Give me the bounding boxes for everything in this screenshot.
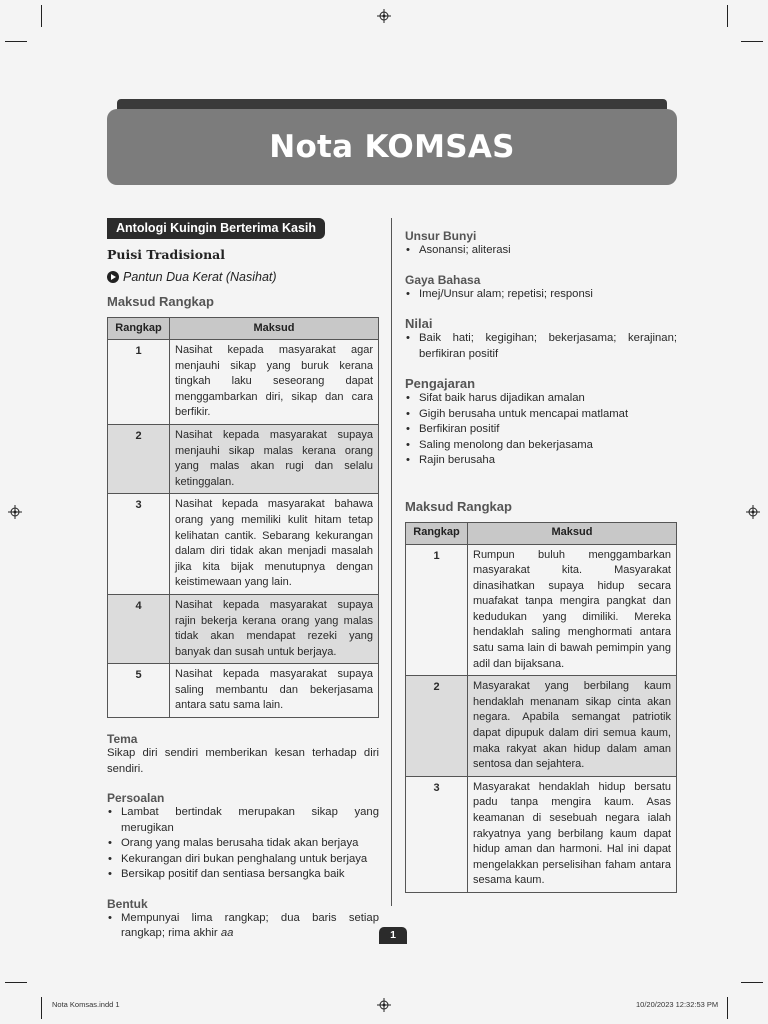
table-header-rangkap: Rangkap bbox=[108, 318, 170, 340]
right-column bbox=[405, 229, 677, 893]
table-row bbox=[406, 776, 677, 892]
rangkap-number: 1 bbox=[406, 544, 468, 676]
list-item: • Sifat baik harus dijadikan amalan bbox=[405, 391, 677, 407]
table-header-row bbox=[108, 318, 379, 340]
poem-title bbox=[107, 270, 379, 284]
gaya-bahasa-title: Gaya Bahasa bbox=[405, 272, 481, 287]
table-header-maksud: Maksud bbox=[170, 318, 379, 340]
column-divider bbox=[391, 218, 392, 906]
slug-filename: Nota Komsas.indd 1 bbox=[52, 1000, 120, 1009]
nilai-section bbox=[405, 316, 677, 362]
poem-title-text: Pantun Dua Kerat (Nasihat) bbox=[123, 270, 277, 284]
crop-mark bbox=[727, 997, 728, 1019]
list-item: • Orang yang malas berusaha tidak akan berjaya bbox=[107, 836, 379, 852]
crop-mark bbox=[741, 41, 763, 42]
registration-mark-icon bbox=[377, 9, 391, 23]
persoalan-section bbox=[107, 791, 379, 883]
list-item: • Kekurangan diri bukan penghalang untuk berjaya bbox=[107, 852, 379, 868]
table-row bbox=[108, 424, 379, 493]
maksud-rangkap-title: Maksud Rangkap bbox=[107, 294, 214, 309]
maksud-table-right bbox=[405, 522, 677, 893]
tema-text: Sikap diri sendiri memberikan kesan terhadap diri sendiri. bbox=[107, 747, 379, 775]
crop-mark bbox=[727, 5, 728, 27]
list-item: • Baik hati; kegigihan; bekerjasama; kerajinan; berfikiran positif bbox=[405, 331, 677, 362]
list-item bbox=[107, 911, 379, 942]
table-header-maksud: Maksud bbox=[468, 522, 677, 544]
pengajaran-title: Pengajaran bbox=[405, 376, 476, 391]
registration-mark-icon bbox=[8, 505, 22, 519]
left-column bbox=[107, 218, 379, 942]
maksud-text: Nasihat kepada masyarakat supaya menjauhi sikap malas kerana orang yang malas akan rugi dan selalu ketinggalan. bbox=[170, 424, 379, 493]
crop-mark bbox=[741, 982, 763, 983]
page-number: 1 bbox=[379, 927, 407, 944]
list-item: • Bersikap positif dan sentiasa bersangka baik bbox=[107, 867, 379, 883]
maksud-text: Masyarakat hendaklah hidup bersatu padu tanpa mengira kaum. Asas keamanan di sesebuah negara ialah rakyatnya yang berbilang kaum dapat hidup aman dan harmoni. Hal ini dapat mengelakkan perselisihan faham antara sesama kaum. bbox=[468, 776, 677, 892]
unsur-bunyi-section bbox=[405, 229, 677, 259]
list-item: • Lambat bertindak merupakan sikap yang merugikan bbox=[107, 805, 379, 836]
tema-title: Tema bbox=[107, 732, 138, 747]
rangkap-number: 2 bbox=[406, 676, 468, 777]
genre-title: Puisi Tradisional bbox=[107, 247, 225, 262]
rangkap-number: 2 bbox=[108, 424, 170, 493]
maksud-text: Masyarakat yang berbilang kaum hendaklah menanam sikap cinta akan negara. Apabila semangat patriotik dapat dipupuk dalam diri semua kaum, maka rakyat akan hidup dalam aman sentosa dan sejahtera. bbox=[468, 676, 677, 777]
list-item: • Imej/Unsur alam; repetisi; responsi bbox=[405, 287, 677, 303]
unsur-bunyi-title: Unsur Bunyi bbox=[405, 229, 477, 243]
bentuk-section bbox=[107, 897, 379, 942]
table-row bbox=[108, 494, 379, 595]
registration-mark-icon bbox=[746, 505, 760, 519]
crop-mark bbox=[5, 41, 27, 42]
slug-timestamp: 10/20/2023 12:32:53 PM bbox=[636, 1000, 719, 1009]
rangkap-number: 4 bbox=[108, 594, 170, 663]
list-item: • Gigih berusaha untuk mencapai matlamat bbox=[405, 407, 677, 423]
persoalan-list bbox=[107, 805, 379, 883]
list-item: • Saling menolong dan bekerjasama bbox=[405, 438, 677, 454]
maksud-table-left bbox=[107, 317, 379, 718]
nilai-title: Nilai bbox=[405, 316, 433, 331]
table-header-rangkap: Rangkap bbox=[406, 522, 468, 544]
table-row bbox=[406, 676, 677, 777]
table-row bbox=[406, 544, 677, 676]
tema-section bbox=[107, 732, 379, 777]
table-row bbox=[108, 594, 379, 663]
anthology-label: Antologi Kuingin Berterima Kasih bbox=[107, 218, 325, 239]
maksud-rangkap-title-right: Maksud Rangkap bbox=[405, 498, 512, 514]
list-item: • Asonansi; aliterasi bbox=[405, 243, 677, 259]
registration-mark-icon bbox=[377, 998, 391, 1012]
bentuk-rhyme: aa bbox=[220, 927, 234, 940]
header-banner bbox=[107, 109, 677, 185]
table-row bbox=[108, 664, 379, 718]
nilai-list bbox=[405, 331, 677, 362]
maksud-text: Rumpun buluh menggambarkan masyarakat kita. Masyarakat dinasihatkan supaya hidup secara muafakat tanpa mengira pangkat dan kedudukan yang dimiliki. Mereka hendaklah saling menghormati antara satu sama lain di bawah pemimpin yang adil dan bijaksana. bbox=[468, 544, 677, 676]
persoalan-title: Persoalan bbox=[107, 791, 165, 806]
crop-mark bbox=[5, 982, 27, 983]
rangkap-number: 3 bbox=[108, 494, 170, 595]
list-item: • Rajin berusaha bbox=[405, 453, 677, 469]
rangkap-number: 5 bbox=[108, 664, 170, 718]
page-title: Nota KOMSAS bbox=[269, 129, 515, 165]
gaya-bahasa-section bbox=[405, 273, 677, 303]
crop-mark bbox=[41, 997, 42, 1019]
maksud-text: Nasihat kepada masyarakat bahawa orang yang memiliki kulit hitam tetap kelihatan cantik. Sebarang kekurangan dalam diri tidak akan menjadi masalah jika kita bijak menutupnya dengan keistimewaan yang lain. bbox=[170, 494, 379, 595]
table-header-row bbox=[406, 522, 677, 544]
table-row bbox=[108, 340, 379, 425]
pengajaran-list bbox=[405, 391, 677, 469]
pengajaran-section bbox=[405, 376, 677, 469]
gaya-bahasa-list bbox=[405, 287, 677, 303]
maksud-text: Nasihat kepada masyarakat agar menjauhi sikap yang buruk kerana tingkah laku seseorang dapat menggambarkan diri, sikap dan cara berfikir. bbox=[170, 340, 379, 425]
bentuk-list bbox=[107, 911, 379, 942]
crop-mark bbox=[41, 5, 42, 27]
bentuk-text: Mempunyai lima rangkap; dua baris setiap rangkap; rima akhir bbox=[121, 911, 379, 940]
maksud-text: Nasihat kepada masyarakat supaya rajin bekerja kerana orang yang malas tidak akan mendapat rezeki yang banyak dan susah untuk berjaya. bbox=[170, 594, 379, 663]
maksud-text: Nasihat kepada masyarakat supaya saling membantu dan bekerjasama antara satu sama lain. bbox=[170, 664, 379, 718]
unsur-bunyi-list bbox=[405, 243, 677, 259]
play-bullet-icon bbox=[107, 271, 119, 283]
rangkap-number: 1 bbox=[108, 340, 170, 425]
list-item: • Berfikiran positif bbox=[405, 422, 677, 438]
rangkap-number: 3 bbox=[406, 776, 468, 892]
bentuk-title: Bentuk bbox=[107, 896, 148, 911]
